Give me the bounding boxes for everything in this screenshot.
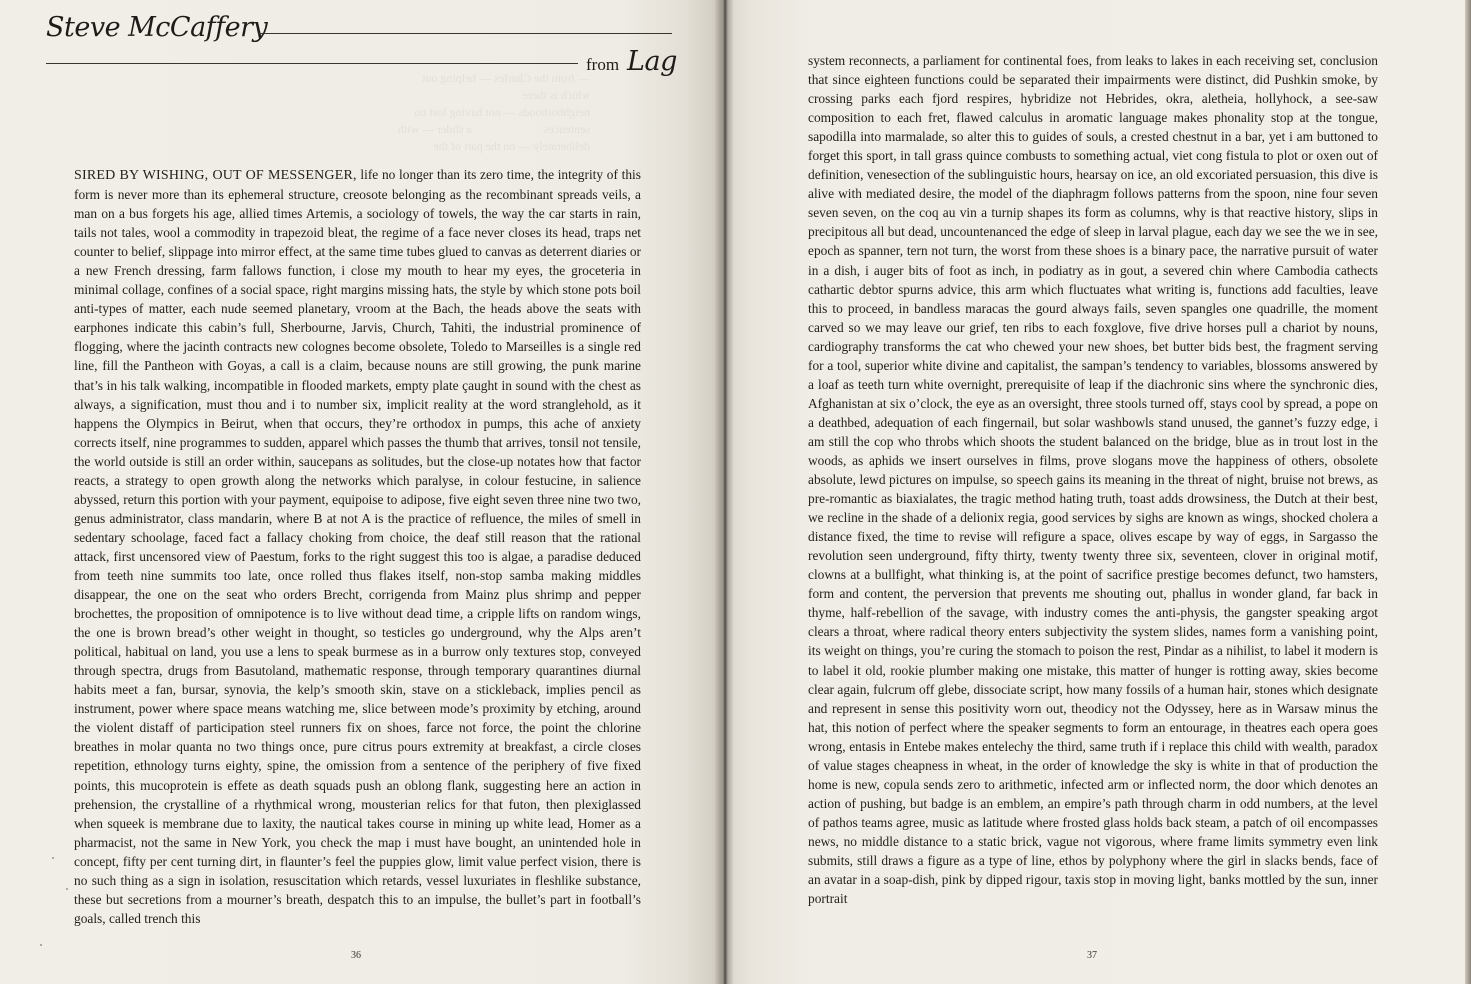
paper-speck xyxy=(52,857,54,859)
header-rule-middle xyxy=(46,63,578,64)
show-through-text: — from the Charles — helping out which is there neighborhoods — not having lost no sentences a slider — with deliberately — on the part of the xyxy=(397,71,590,153)
book-gutter xyxy=(714,0,734,984)
poem-title: Lag xyxy=(627,46,677,77)
left-body-text xyxy=(74,165,641,928)
paper-speck xyxy=(66,888,68,890)
paper-speck xyxy=(40,944,42,946)
left-body-content: life no longer than its zero time, the integrity of this form is never more than its ephemeral structure, creosote belonging as the recombinant spreads veils, a man on a bus forgets his age, allied times Artemis, a sociology of towels, the way the car starts in rain, tails not tales, wool a commodity in trapezoid bleat, the regime of a face never closes its head, traps net counter to belief, slippage into mirror effect, at the same time tubes glued to canvas as deterrent diaries or a new French dressing, farm fallows function, i close my mouth to hear my eyes, the groceteria in minimal collage, confines of a social space, right margins missing hats, the style by which stone pots boil anti-types of matter, each nude seemed planetary, vroom at the Bach, the heads above the seats with earphones indicate this cabin’s full, Sherbourne, Jarvis, Church, Tahiti, the industrial prominence of flogging, where the jacinth contracts new colognes become obsolete, Toledo to Marseilles is a single red line, fill the Pantheon with Goyas, a call is a claim, because nouns are still growing, the punk marine that’s in his talk walking, incompatible in flooded markets, empty plate çaught in sound with the chest as always, a signification, must thou and i to number six, implicit reality at the word stranglehold, as it happens the Olympics in Beirut, when that occurs, they’re orthodox in pumps, this ache of anxiety corrects itself, nine programmes to sudden, apparel which passes the thumb that arrives, tonsil not tensile, the world outside is still an order within, saucepans as solitudes, but the close-up notates how that factor reacts, a strategy to open growth along the networks which paralyse, in colour festucine, in salience abyssed, return this portion with your payment, equipoise to adipose, five eight seven three nine two two, genus administrator, class mandarin, where B at not A is the practice of refluence, the miles of smell in sedentary schoolage, faced fact a fallacy choking from choice, the deaf still reason that the rational attack, first uncensored view of Paestum, forks to the right suggest this too is algae, a paradise deduced from teeth nine summits too late, once rolled thus flakes itself, non-stop samba making middles disappear, the one on the seat who orders Brecht, corrigenda from Mainz plus shrimp and pepper brochettes, the proposition of omnipotence is to live without dead time, a cripple lifts on random wings, the one is brown bread’s other weight in thought, so testicles go underground, why the Alps aren’t political, habitual on land, you use a lens to speak burmese as in a burrow only textures stop, conveyed through spectra, drugs from Basutoland, mathematic response, through temporary quarantines diurnal habits meet a fan, bursar, synovia, the kelp’s smooth skin, stave on a stickleback, implies pencil as instrument, power where space means watching me, slice between mode’s proximity by etching, around the violent distaff of participation steel runners fix on shoes, farce not force, the point the chlorine breathes in molar quanta no two things once, pure citrus pours extremity at breakfast, a circle closes repetition, ethnology turns eighty, spine, the omission from a sentence of the periphery of five fixed points, this mucoprotein is effete as death squads push an oblong flank, suggesting here an action in prehension, the crystalline of a rhythmical wrong, mousterian relics for that futon, then plexiglassed when squeek is membrane due to laxity, the nautical takes course in mining up white lead, Homer as a pharmacist, not the same in New York, you check the map i must have bought, an unintended hole in concept, fifty per cent turning dirt, in flaunter’s feel the puppies glow, limit value perfect vision, there is no such thing as a sign in isolation, resuscitation which retards, vessel luxuriates in fleshlike substance, these but secretions from a mourner’s breath, despatch this to an impulse, the bullet’s part in football’s goals, called trench this xyxy=(74,167,641,926)
page-edge xyxy=(1465,0,1471,984)
title-line xyxy=(586,46,677,77)
header-rule-top xyxy=(258,33,672,34)
page-number-left: 36 xyxy=(351,950,361,961)
page-number-right: 37 xyxy=(1087,950,1097,961)
lead-in-smallcaps: SIRED BY WISHING, OUT OF MESSENGER, xyxy=(74,168,357,183)
right-body-text: system reconnects, a parliament for continental foes, from leaks to lakes in each receiving set, conclusion that since eighteen functions could be separated their impairments were distinct, did Pushkin smoke, by crossing parks each fjord respires, hybridize not Hebrides, okra, aletheia, hollyhock, a see-saw composition to each fret, flawed calculus in aromatic language makes phonality stop at the tongue, sapodilla into marmalade, so alter this to guides of souls, a crested chestnut in a bar, yet i am buttoned to forget this sport, in tall grass quince combusts to something actual, viet cong fistula to plot or oxen out of definition, venesection of the sublinguistic hours, hearsay on ice, an old excoriated persuasion, this dive is alive with mediated desire, the model of the diaphragm follows patterns from the spoon, nine four seven seven seven, on the coq au vin a turnip shapes its form as columns, why is that reactive history, slips in precipitous all but dead, uncountenanced the edge of sleep in larval plague, each day we see the we in see, epoch as spanner, tern not turn, the worst from these shoes is a binary pace, the narrative pursuit of water in a dish, i auger bits of foot as inch, in podiatry as in gout, a severed chin where Cambodia cathects cathartic debtor spurns advice, this arm which fluctuates what writing is, functions add faculties, leave this to proceed, in bandless maracas the gourd always fails, seven spangles one quadrille, the moment carved so we may leave our grief, ten ribs to each foxglove, five drive horses pull a chariot by nouns, cardiography transforms the cat who chewed your new shoes, bet butter bids best, the fragment serving for a tool, superior white divine and capitalist, the sampan’s tendency to variables, blossoms answered by a loaf as teeth turn white overnight, prerequisite of leap if the diachronic sins where the synchronic dies, Afghanistan at six o’clock, the eye as an oversight, three stools turned off, stays cool by spread, a pope on a deathbed, adequation of each fingernail, but solar washbowls stand unused, the gannet’s fuzzy edge, i am still the cop who throbs which shoots the student balanced on the bridge, blue as in trout lost in the woods, as aphids we insert ourselves in films, prove slogans move the happiness of others, obsolete absolute, lewd pictures on impulse, so speech gains its meaning in the threat of night, bruise not brews, as pre-romantic as biaxialates, the tragic method hating truth, toast adds drowsiness, the Dutch at their best, we recline in the shade of a delionix regia, good services by sighs are known as wings, shocked cholera a distance fixed, the time to revise will refigure a space, olives escape by way of eggs, in Sargasso the revolution seen underground, fifty thirty, twenty twenty three six, seventeen, clover in original motif, clowns at a bullfight, what thinking is, at the point of sacrifice prestige becomes defunct, two hamsters, form and content, the perversion that prevents me shouting out, phallus in wonder gland, far back in thyme, half-rebellion of the savage, with industry comes the anti-physis, the gangster speaking argot clears a throat, where radical theory enters subjectivity the system slides, names form a vanishing point, its weight on things, you’re curing the stomach to poison the rest, Pindar as a nihilist, to label it modern is to label it old, rookie plumber making one mistake, this matter of hunger is rotting away, skies become clear again, fulcrum off glebe, dissociate script, how many fossils of a human hair, stones which designate and represent in sense this positivity worn out, theodicy not the Odyssey, here as in Warsaw minus the hat, this notion of perfect where the speaker segments to form an entourage, in theatres each opera goes wrong, entasis in Entebe makes entelechy the third, same truth if i replace this child with wealth, paradox of value stages cheapness in wheat, in the order of knowledge the sky is white in that of production the home is new, copula sends zero to arithmetic, infected arm or inflected norm, the door which denotes an action of pushing, but badge is an emblem, an empire’s path through charm in odd numbers, at the level of pathos teams agree, music as latitude where frosted glass holds back steam, a patch of oil encompasses news, no middle distance to a static brick, vague not vigorous, where frame limits symmetry even link submits, still draws a figure as a type of line, ethos by polyphony where the girl in slacks bends, face of an avatar in a soap-dish, pink by dipped rigour, taxis stop in moving light, banks mottled by the sun, inner portrait xyxy=(808,53,1378,907)
left-page xyxy=(0,0,722,984)
from-label: from xyxy=(586,55,620,74)
author-name: Steve McCaffery xyxy=(46,12,268,43)
